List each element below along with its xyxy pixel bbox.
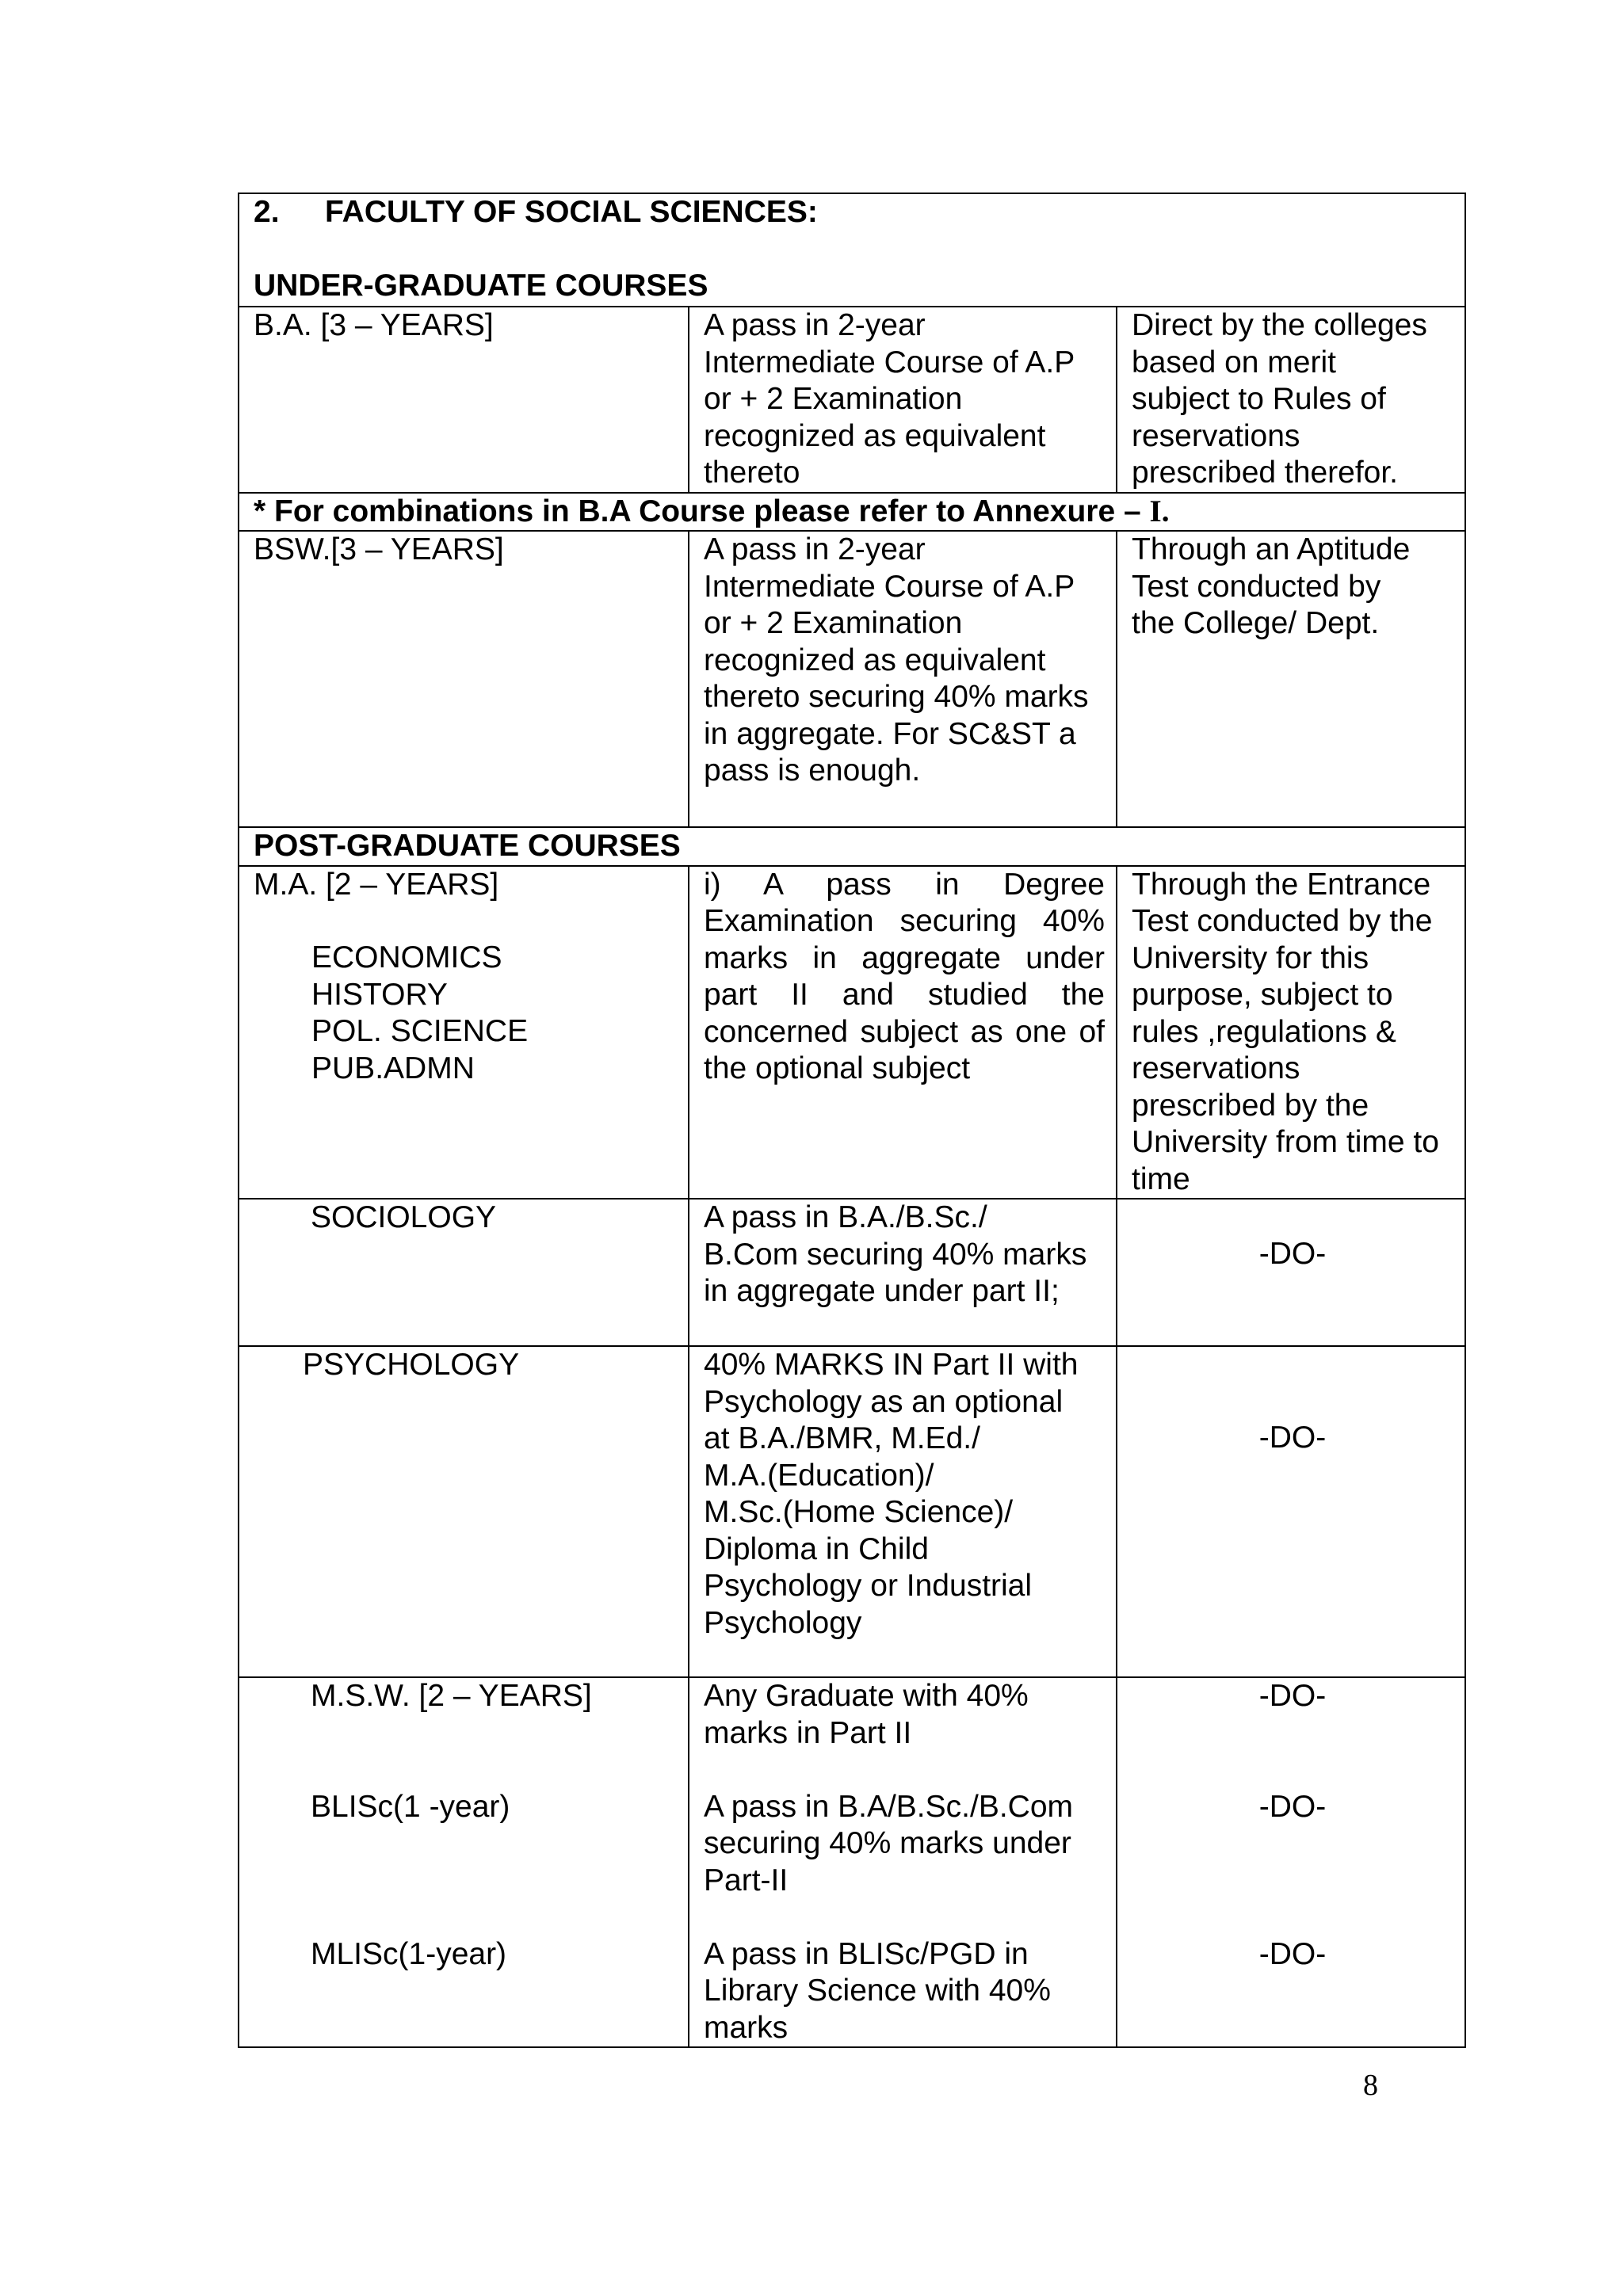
faculty-header-row	[239, 193, 1465, 307]
annexure-note-row	[239, 493, 1465, 532]
admission-cell: -DO-	[1117, 1346, 1465, 1677]
course-cell: B.A. [3 – YEARS]	[239, 307, 689, 493]
admission-cell: Through the Entrance Test conducted by the University for this purpose, subject to rules ,regulations & reservations prescribed by the University from time to time	[1117, 866, 1465, 1199]
ma-course: M.A. [2 – YEARS]	[254, 867, 499, 902]
pg-heading-row	[239, 827, 1465, 866]
ma-subjects: ECONOMICS HISTORY POL. SCIENCE PUB.ADMN	[311, 940, 529, 1085]
annexure-note: * For combinations in B.A Course please refer to Annexure – I.	[239, 493, 1465, 532]
eligibility-cell: 40% MARKS IN Part II with Psychology as an optional at B.A./BMR, M.Ed./ M.A.(Education)/ M.Sc.(Home Science)/ Diploma in Child Psychology or Industrial Psychology	[689, 1346, 1117, 1677]
eligibility-cell: A pass in 2-year Intermediate Course of A.P or + 2 Examination recognized as equivalent thereto	[689, 307, 1117, 493]
table-row	[239, 531, 1465, 827]
ug-heading: UNDER-GRADUATE COURSES	[254, 268, 708, 303]
admission-table	[238, 193, 1466, 2048]
course-cell: SOCIOLOGY	[239, 1199, 689, 1346]
course-cell: BSW.[3 – YEARS]	[239, 531, 689, 827]
page-number: 8	[1363, 2069, 1378, 2102]
admission-cell: Through an Aptitude Test conducted by the College/ Dept.	[1117, 531, 1465, 827]
table-row	[239, 866, 1465, 1199]
eligibility-cell: i) A pass in Degree Examination securing 40% marks in aggregate under part II and studied the concerned subject as one of the optional subject	[689, 866, 1117, 1199]
eligibility-cell: A pass in B.A./B.Sc./ B.Com securing 40% marks in aggregate under part II;	[689, 1199, 1117, 1346]
pg-heading: POST-GRADUATE COURSES	[239, 827, 1465, 866]
admission-cell: -DO- -DO- -DO-	[1117, 1677, 1465, 2047]
table-row	[239, 1677, 1465, 2047]
course-cell	[239, 866, 689, 1199]
course-cell: PSYCHOLOGY	[239, 1346, 689, 1677]
faculty-header-cell	[239, 193, 1465, 307]
faculty-title: 2. FACULTY OF SOCIAL SCIENCES:	[254, 195, 818, 229]
table-row	[239, 1346, 1465, 1677]
admission-cell: Direct by the colleges based on merit subject to Rules of reservations prescribed therefor.	[1117, 307, 1465, 493]
admission-cell: -DO-	[1117, 1199, 1465, 1346]
eligibility-cell: A pass in 2-year Intermediate Course of A.P or + 2 Examination recognized as equivalent thereto securing 40% marks in aggregate. For SC&ST a pass is enough.	[689, 531, 1117, 827]
course-cell: M.S.W. [2 – YEARS] BLISc(1 -year) MLISc(1-year)	[239, 1677, 689, 2047]
eligibility-cell: Any Graduate with 40% marks in Part II A pass in B.A/B.Sc./B.Com securing 40% marks under Part-II A pass in BLISc/PGD in Library Science with 40% marks	[689, 1677, 1117, 2047]
table-row	[239, 1199, 1465, 1346]
table-row	[239, 307, 1465, 493]
